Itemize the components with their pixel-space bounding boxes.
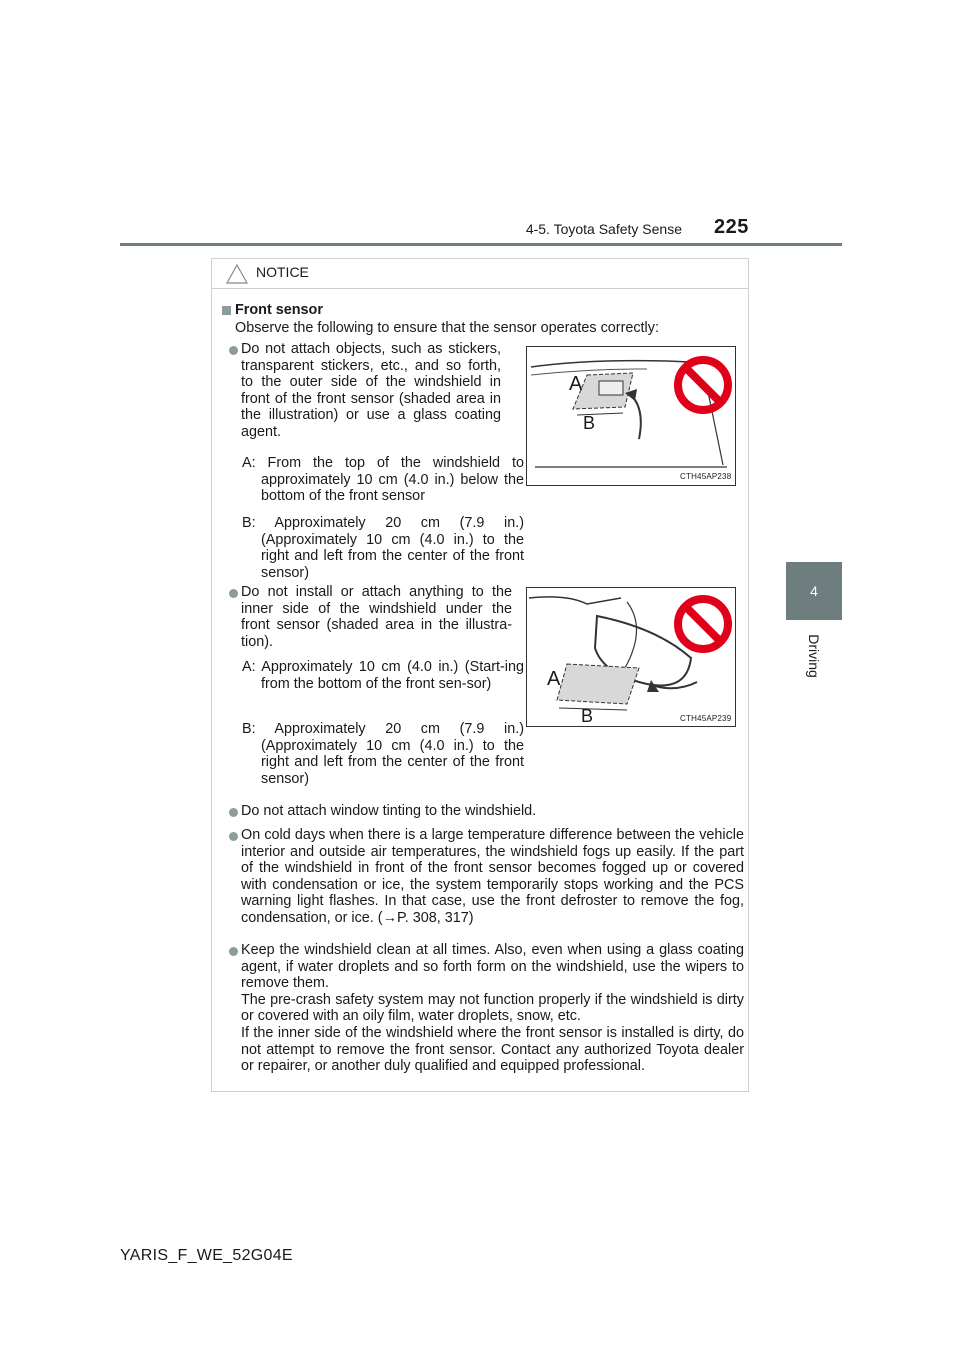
bullet-dot-icon xyxy=(229,947,238,956)
bullet-5-main: Keep the windshield clean at all times. Also, even when using a glass coating agent, if water droplets and so forth form on the windshield, use the wipers to remove them. xyxy=(241,942,744,992)
warning-triangle-icon xyxy=(226,264,248,284)
bullet-1-sub-b: B: Approximately 20 cm (7.9 in.) (Approximately 10 cm (4.0 in.) to the right and left from the center of the front sensor) xyxy=(242,515,524,581)
bullet-1-sub-a: A: From the top of the windshield to approximately 10 cm (4.0 in.) below the bottom of the front sensor xyxy=(242,455,524,505)
bullet-5-extra-2: If the inner side of the windshield where the front sensor is installed is dirty, do not attempt to remove the front sensor. Contact any authorized Toyota dealer or repairer, or another duly qualified and equipped professional. xyxy=(241,1024,744,1075)
bullet-dot-icon xyxy=(229,589,238,598)
notice-title: NOTICE xyxy=(256,264,309,280)
chapter-number: 4 xyxy=(810,583,818,599)
notice-box xyxy=(211,258,749,1092)
bullet-dot-icon xyxy=(229,832,238,841)
bullet-1-text: Do not attach objects, such as stickers, transparent stickers, etc., and so forth, to the outer side of the windshield in front of the front sensor (shaded area in the illustration) or use a glass coating agent. xyxy=(241,341,501,440)
bullet-2-sub-b: B: Approximately 20 cm (7.9 in.) (Approximately 10 cm (4.0 in.) to the right and left from the center of the front sensor) xyxy=(242,721,524,787)
figure-front-sensor-outer xyxy=(526,346,736,486)
figure-2-label-a: A xyxy=(547,668,561,690)
chapter-side-label xyxy=(786,626,842,686)
figure-1-label-a: A xyxy=(569,373,583,395)
bullet-dot-icon xyxy=(229,346,238,355)
intro-text: Observe the following to ensure that the sensor operates correctly: xyxy=(235,320,659,336)
figure-2-caption: CTH45AP239 xyxy=(680,714,732,723)
figure-front-sensor-inner xyxy=(526,587,736,727)
bullet-dot-icon xyxy=(229,808,238,817)
figure-1-label-b: B xyxy=(583,413,596,433)
bullet-4-text: On cold days when there is a large temperature difference between the vehicle interior and outside air temperatures, the windshield fogs up easily. If the part of the windshield in front of the front sensor becomes fogged up or covered with condensation or ice, the system temporarily stops working and the PCS warning light flashes. In that case, use the front defroster to remove the fog, condensation, or ice. (→P. 308, 317) xyxy=(241,827,744,926)
chapter-label: Driving xyxy=(805,634,822,678)
bullet-2-text: Do not install or attach anything to the inner side of the windshield under the front sensor (shaded area in the illustra-tion). xyxy=(241,584,512,650)
notice-header xyxy=(212,259,748,289)
chapter-tab xyxy=(786,562,842,620)
bullet-2-sub-a: A: Approximately 10 cm (4.0 in.) (Start-ing from the bottom of the front sen-sor) xyxy=(242,659,524,692)
bullet-5-text xyxy=(241,942,744,1075)
document-code: YARIS_F_WE_52G04E xyxy=(120,1247,293,1264)
section-heading: Front sensor xyxy=(235,302,323,318)
figure-2-label-b: B xyxy=(581,706,594,726)
prohibition-icon xyxy=(673,594,733,654)
header-rule xyxy=(120,243,842,246)
figure-1-caption: CTH45AP238 xyxy=(680,472,732,481)
bullet-3-text: Do not attach window tinting to the windshield. xyxy=(241,803,537,819)
page-number: 225 xyxy=(714,216,749,238)
header-section-title: 4-5. Toyota Safety Sense xyxy=(525,221,682,237)
section-square-icon xyxy=(222,306,231,315)
bullet-5-extra-1: The pre-crash safety system may not function properly if the windshield is dirty or covered with an oily film, water droplets, snow, etc. xyxy=(241,991,744,1025)
prohibition-icon xyxy=(673,355,733,415)
